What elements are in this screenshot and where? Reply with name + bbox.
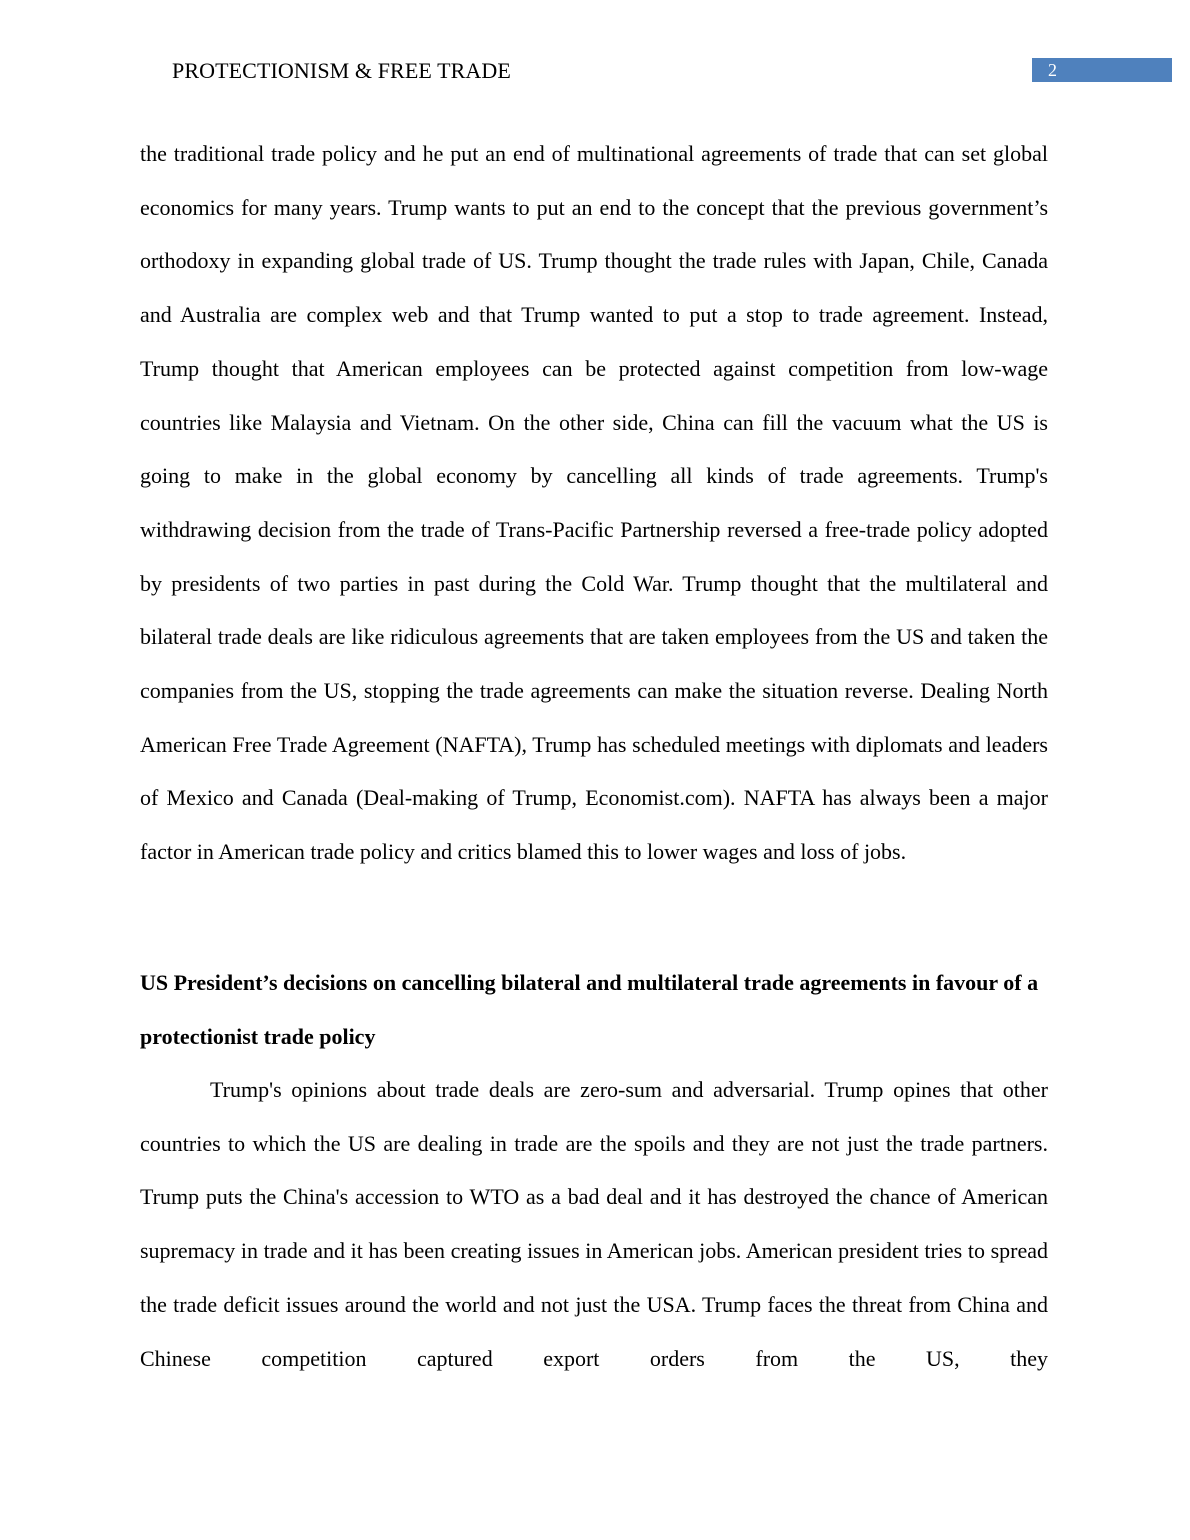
body-paragraph-2: Trump's opinions about trade deals are zero-sum and adversarial. Trump opines that other countries to which the US are dealing in trade are the spoils and they are not just the trade partners. Trump puts the China's accession to WTO as a bad deal and it has destroyed the chance of American supremacy in trade and it has been creating issues in American jobs. American president tries to spread the trade deficit issues around the world and not just the USA. Trump faces the threat from China and Chinese competition captured export orders from the US, they [140,1077,1048,1371]
body-paragraph-1: the traditional trade policy and he put an end of multinational agreements of trade that can set global economics for many years. Trump wants to put an end to the concept that the previous government’s orthodoxy in expanding global trade of US. Trump thought the trade rules with Japan, Chile, Canada and Australia are complex web and that Trump wanted to put a stop to trade agreement. Instead, Trump thought that American employees can be protected against competition from low-wage countries like Malaysia and Vietnam. On the other side, China can fill the vacuum what the US is going to make in the global economy by cancelling all kinds of trade agreements. Trump's withdrawing decision from the trade of Trans-Pacific Partnership reversed a free-trade policy adopted by presidents of two parties in past during the Cold War. Trump thought that the multilateral and bilateral trade deals are like ridiculous agreements that are taken employees from the US and taken the companies from the US, stopping the trade agreements can make the situation reverse. Dealing North American Free Trade Agreement (NAFTA), Trump has scheduled meetings with diplomats and leaders of Mexico and Canada (Deal-making of Trump, Economist.com). NAFTA has always been a major factor in American trade policy and critics blamed this to lower wages and loss of jobs. [140,141,1048,865]
section-heading: US President’s decisions on cancelling bilateral and multilateral trade agreements in favour of a protectionist trade policy [140,970,1039,1049]
running-head: PROTECTIONISM & FREE TRADE [172,58,511,83]
page-number-box [1032,58,1172,82]
page-number: 2 [1048,60,1057,80]
